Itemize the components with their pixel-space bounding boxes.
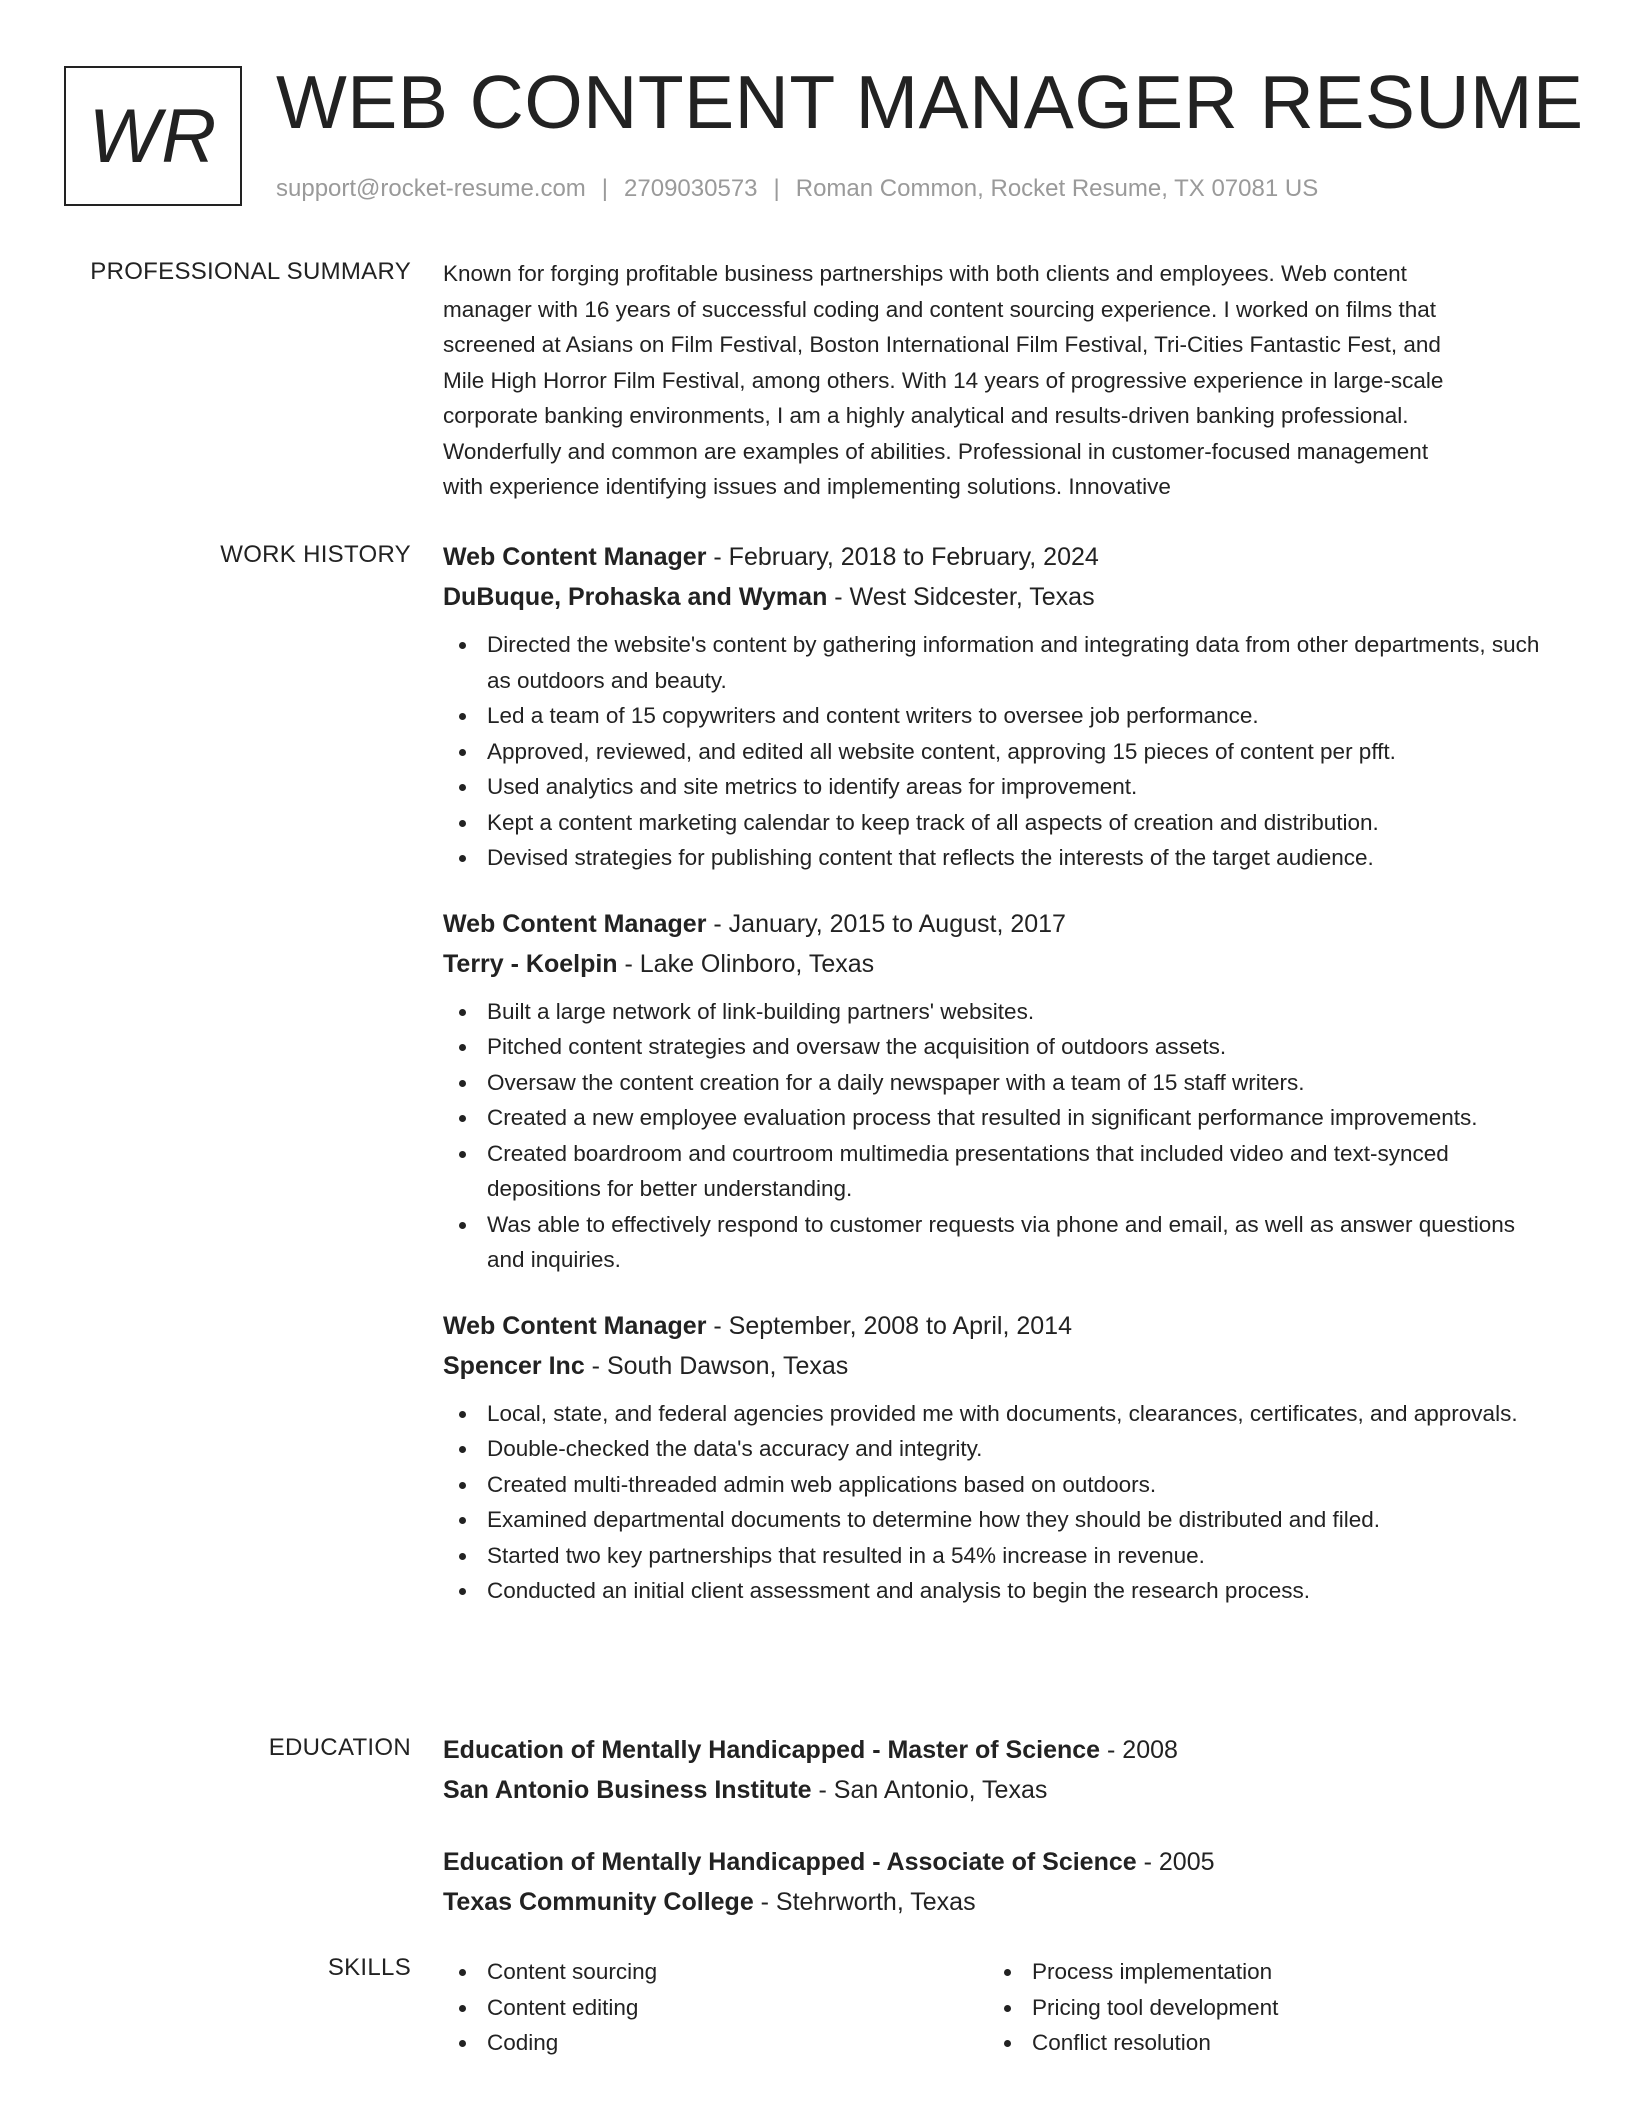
job-entry <box>443 1306 1555 1609</box>
address: Roman Common, Rocket Resume, TX 07081 US <box>795 175 1319 202</box>
job-title-line <box>443 1306 1555 1346</box>
summary-text <box>443 256 1555 505</box>
skills-list <box>988 1954 1533 2061</box>
separator: | <box>773 175 780 202</box>
skill-item: Pricing tool development <box>988 1990 1533 2026</box>
work-history-body <box>443 537 1555 1637</box>
job-location: - South Dawson, Texas <box>584 1351 849 1380</box>
summary-line: Known for forging profitable business partnerships with both clients and employees. Web content <box>443 261 1407 286</box>
job-company-line <box>443 1346 1555 1386</box>
job-entry <box>443 537 1555 876</box>
skill-item: Content sourcing <box>443 1954 988 1990</box>
job-bullet: Examined departmental documents to determine how they should be distributed and filed. <box>443 1502 1555 1538</box>
summary-line: corporate banking environments, I am a highly analytical and results-driven banking professional. <box>443 403 1409 428</box>
job-title: Web Content Manager <box>443 1311 707 1340</box>
job-company-line <box>443 944 1555 984</box>
school-location: - San Antonio, Texas <box>811 1776 1048 1804</box>
job-bullet: Created multi-threaded admin web applications based on outdoors. <box>443 1467 1555 1503</box>
job-company: Spencer Inc <box>443 1351 585 1380</box>
education-entry <box>443 1730 1555 1810</box>
skills-columns <box>443 1954 1555 2061</box>
summary-line: Wonderfully and common are examples of abilities. Professional in customer-focused management <box>443 438 1429 464</box>
summary-line: manager with 16 years of successful coding and content sourcing experience. I worked on films that <box>443 296 1437 322</box>
email[interactable]: support@rocket-resume.com <box>276 175 586 202</box>
school: San Antonio Business Institute <box>443 1776 812 1804</box>
job-title-line <box>443 537 1555 577</box>
contact-line <box>276 173 1318 205</box>
summary-line: with experience identifying issues and implementing solutions. Innovative <box>443 474 1171 499</box>
job-bullet: Directed the website's content by gathering information and integrating data from other departments, such as outdoors and beauty. <box>443 627 1555 698</box>
job-company: Terry - Koelpin <box>443 949 618 978</box>
degree-line <box>443 1730 1555 1770</box>
job-title: Web Content Manager <box>443 909 707 938</box>
job-entry <box>443 904 1555 1278</box>
job-bullet: Created a new employee evaluation process that resulted in significant performance improvements. <box>443 1100 1555 1136</box>
job-title: Web Content Manager <box>443 543 707 571</box>
skills-body <box>443 1954 1555 2061</box>
page-title: WEB CONTENT MANAGER RESUME <box>276 60 1584 144</box>
section-label-work-history: WORK HISTORY <box>220 541 411 568</box>
school-line <box>443 1882 1555 1922</box>
job-bullet: Led a team of 15 copywriters and content writers to oversee job performance. <box>443 698 1555 734</box>
section-label-education: EDUCATION <box>268 1734 411 1761</box>
skill-item: Conflict resolution <box>988 2025 1533 2061</box>
job-bullet: Double-checked the data's accuracy and integrity. <box>443 1431 1555 1467</box>
separator: | <box>601 175 609 202</box>
job-bullet: Kept a content marketing calendar to keep track of all aspects of creation and distribution. <box>443 805 1555 841</box>
degree: Education of Mentally Handicapped - Associate of Science <box>443 1848 1137 1876</box>
job-bullet: Approved, reviewed, and edited all website content, approving 15 pieces of content per pfft. <box>443 734 1555 770</box>
job-bullets <box>443 627 1555 876</box>
summary-line: screened at Asians on Film Festival, Boston International Film Festival, Tri-Cities Fantastic Fest, and <box>443 332 1441 357</box>
skills-column-left <box>443 1954 988 2061</box>
job-company-line <box>443 577 1555 617</box>
section-label-summary: PROFESSIONAL SUMMARY <box>90 258 411 285</box>
job-title-line <box>443 904 1555 944</box>
job-bullet: Created boardroom and courtroom multimedia presentations that included video and text-synced depositions for better understanding. <box>443 1136 1555 1207</box>
education-body <box>443 1730 1555 1954</box>
education-entry <box>443 1842 1555 1922</box>
job-location: - West Sidcester, Texas <box>827 583 1095 611</box>
job-dates: - February, 2018 to February, 2024 <box>706 543 1099 571</box>
job-bullet: Built a large network of link-building partners' websites. <box>443 994 1555 1030</box>
job-bullet: Pitched content strategies and oversaw the acquisition of outdoors assets. <box>443 1029 1555 1065</box>
job-bullet: Started two key partnerships that resulted in a 54% increase in revenue. <box>443 1538 1555 1574</box>
job-location: - Lake Olinboro, Texas <box>617 949 875 978</box>
skills-list <box>443 1954 988 2061</box>
skill-item: Process implementation <box>988 1954 1533 1990</box>
job-bullets <box>443 1396 1555 1609</box>
job-bullets <box>443 994 1555 1278</box>
degree-line <box>443 1842 1555 1882</box>
degree-year: - 2008 <box>1100 1736 1178 1764</box>
school-location: - Stehrworth, Texas <box>753 1888 976 1916</box>
skills-column-right <box>988 1954 1533 2061</box>
monogram: WR <box>64 66 242 206</box>
job-bullet: Used analytics and site metrics to identify areas for improvement. <box>443 769 1555 805</box>
school: Texas Community College <box>443 1888 754 1916</box>
job-bullet: Oversaw the content creation for a daily newspaper with a team of 15 staff writers. <box>443 1065 1555 1101</box>
degree: Education of Mentally Handicapped - Master of Science <box>443 1736 1101 1764</box>
skill-item: Content editing <box>443 1990 988 2026</box>
summary-body <box>443 256 1555 505</box>
degree-year: - 2005 <box>1136 1848 1215 1876</box>
job-company: DuBuque, Prohaska and Wyman <box>443 583 828 611</box>
phone[interactable]: 2709030573 <box>624 175 758 202</box>
skill-item: Coding <box>443 2025 988 2061</box>
job-dates: - January, 2015 to August, 2017 <box>706 909 1066 938</box>
job-bullet: Devised strategies for publishing content that reflects the interests of the target audience. <box>443 840 1555 876</box>
school-line <box>443 1770 1555 1810</box>
summary-line: Mile High Horror Film Festival, among others. With 14 years of progressive experience in large-scale <box>443 367 1444 393</box>
job-bullet: Was able to effectively respond to customer requests via phone and email, as well as answer questions and inquiries. <box>443 1207 1555 1278</box>
job-bullet: Conducted an initial client assessment and analysis to begin the research process. <box>443 1573 1555 1609</box>
job-bullet: Local, state, and federal agencies provided me with documents, clearances, certificates, and approvals. <box>443 1396 1555 1432</box>
section-label-skills: SKILLS <box>327 1954 411 1981</box>
job-dates: - September, 2008 to April, 2014 <box>706 1311 1072 1340</box>
